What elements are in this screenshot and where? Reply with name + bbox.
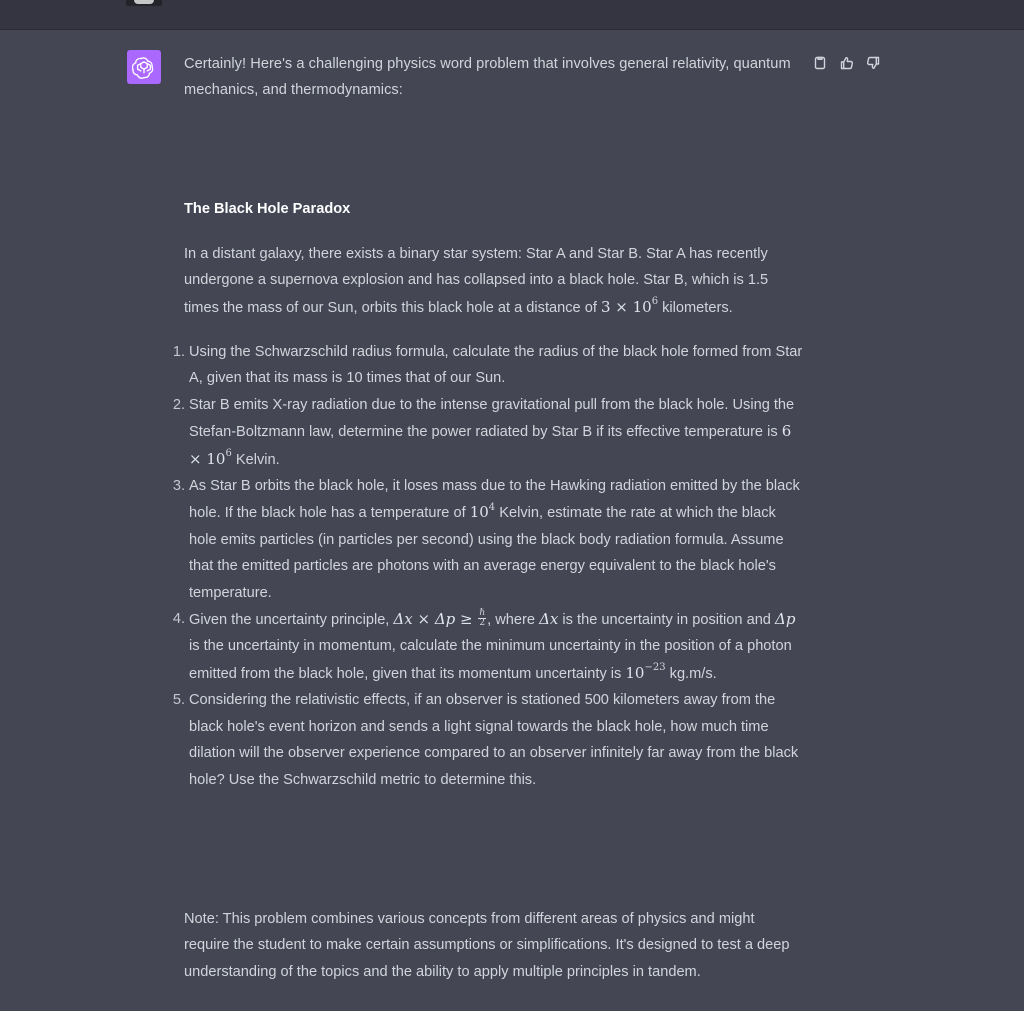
scenario-text-after: kilometers.	[658, 299, 733, 316]
list-item	[172, 473, 804, 606]
scenario-text-before: In a distant galaxy, there exists a binary star system: Star A and Star B. Star A has recently undergone a supernova explosion and has collapsed into a black hole. Star B, which is 1.5 times the mass of our Sun, orbits this black hole at a distance of	[184, 246, 769, 316]
fraction-denominator: 2	[479, 617, 486, 628]
thumbs-up-button[interactable]	[839, 55, 855, 71]
list-number: 1.	[172, 344, 185, 360]
top-message-strip	[0, 0, 1024, 30]
temperature-value: 6 × 10	[189, 422, 792, 468]
list-number: 2.	[172, 396, 185, 413]
thumbs-down-button[interactable]	[865, 55, 881, 71]
problem-text-after: Kelvin.	[231, 451, 280, 468]
black-hole-temperature-exponent: 4	[488, 501, 496, 513]
problem-text: Using the Schwarzschild radius formula, calculate the radius of the black hole formed from Star A, given that its mass is 10 times that of our Sun.	[189, 344, 803, 387]
thumbs-down-icon	[865, 55, 881, 71]
momentum-uncertainty-value: 10	[625, 663, 645, 682]
thumbs-up-icon	[839, 55, 855, 71]
problem-text-after: Kelvin, estimate the rate at which the black hole emits particles (in particles per second) using the black body radiation formula. Assume that the emitted particles are photons with an average energy equivalent to the black hole's temperature.	[189, 505, 784, 601]
problem-text-before: Given the uncertainty principle,	[189, 612, 394, 629]
problem-text-before: As Star B orbits the black hole, it loses mass due to the Hawking radiation emitted by the black hole. If the black hole has a temperature of	[189, 478, 800, 522]
list-item	[172, 392, 804, 473]
problem-list	[172, 339, 804, 793]
distance-value: 3 × 10	[600, 297, 652, 316]
distance-exponent: 6	[651, 295, 659, 307]
list-item	[172, 606, 804, 687]
clipboard-icon	[812, 55, 828, 71]
user-avatar	[126, 0, 162, 6]
list-item	[172, 339, 804, 392]
delta-x: Δx	[539, 610, 559, 629]
problem-text: Considering the relativistic effects, if an observer is stationed 500 kilometers away from the black hole's event horizon and sends a light signal towards the black hole, how much time dilation will the observer experience compared to an observer infinitely far away from the black hole? Use the Schwarzschild metric to determine this.	[189, 692, 799, 788]
uncertainty-relation: Δx × Δp ≥	[393, 610, 478, 629]
message-content	[184, 51, 804, 104]
message-actions	[812, 55, 884, 73]
list-number: 4.	[172, 611, 185, 628]
list-item	[172, 687, 804, 793]
list-number: 5.	[172, 692, 185, 709]
problem-text-middle: , where	[487, 612, 540, 629]
problem-text-before: Star B emits X-ray radiation due to the intense gravitational pull from the black hole. Using the Stefan-Boltzmann law, determine the power radiated by Star B if its effective temperature is	[189, 396, 795, 441]
note-paragraph: Note: This problem combines various concepts from different areas of physics and might require the student to make certain assumptions or simplifications. It's designed to test a deep understanding of the topics and the ability to apply multiple principles in tandem.	[184, 911, 790, 980]
intro-text: Certainly! Here's a challenging physics word problem that involves general relativity, quantum mechanics, and thermodynamics:	[184, 56, 791, 99]
assistant-avatar	[127, 50, 161, 84]
fraction-numerator: ℏ	[479, 607, 486, 618]
delta-p: Δp	[774, 610, 796, 629]
temperature-exponent: 6	[225, 447, 232, 459]
copy-button[interactable]	[812, 55, 828, 71]
problem-text-middle: is the uncertainty in momentum, calculate the minimum uncertainty in the position of a photon emitted from the black hole, given that its momentum uncertainty is	[189, 638, 792, 682]
problem-title: The Black Hole Paradox	[184, 201, 351, 217]
openai-logo-icon	[132, 55, 156, 79]
problem-text-after: kg.m/s.	[665, 665, 717, 682]
momentum-uncertainty-exponent: −23	[644, 662, 666, 674]
problem-text-middle: is the uncertainty in position and	[558, 612, 775, 629]
scenario-paragraph	[184, 241, 799, 321]
list-number: 3.	[172, 478, 185, 495]
black-hole-temperature-value: 10	[469, 503, 489, 522]
hbar-over-two-fraction	[478, 609, 486, 628]
